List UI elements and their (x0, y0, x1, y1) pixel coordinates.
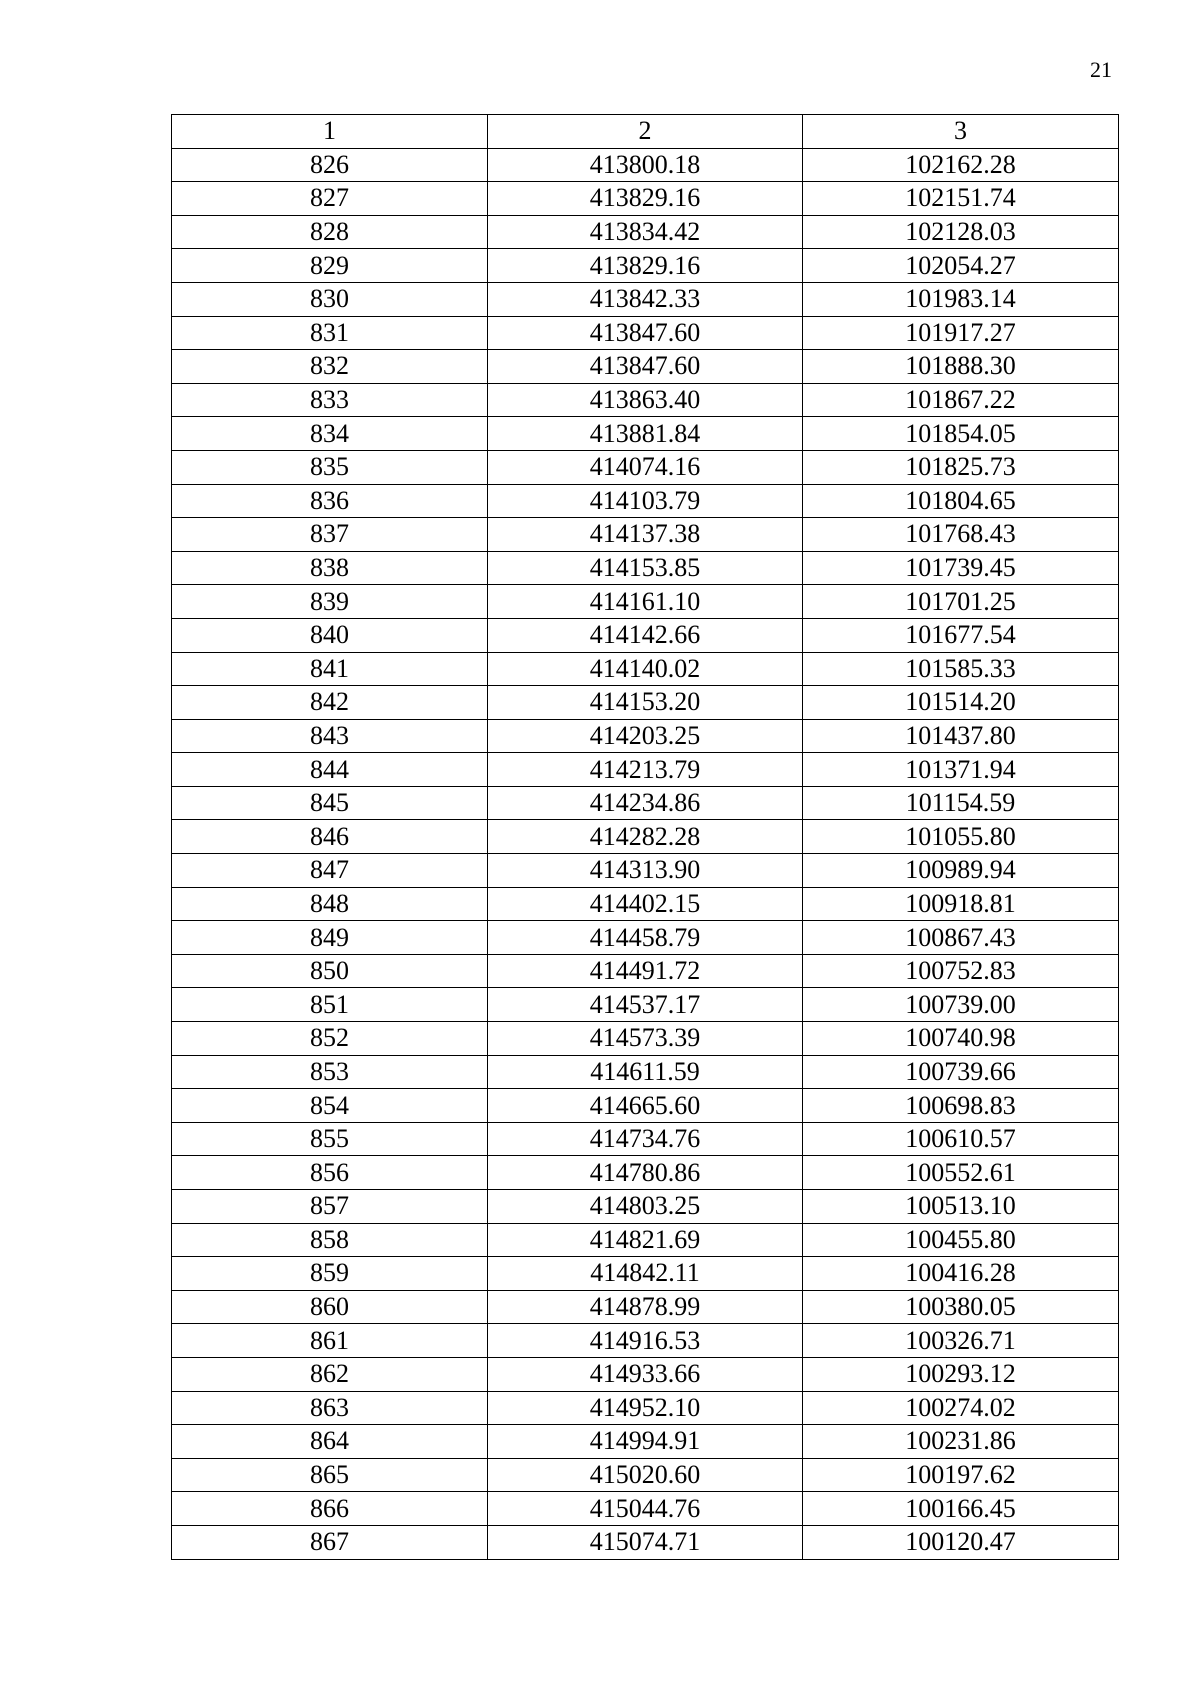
coordinate-x-cell: 413881.84 (488, 417, 803, 451)
table-row (172, 719, 1119, 753)
table-row (172, 1257, 1119, 1291)
coordinate-y-cell: 100416.28 (803, 1257, 1119, 1291)
coordinate-x-cell: 414458.79 (488, 921, 803, 955)
table-row (172, 1190, 1119, 1224)
coordinate-x-cell: 414780.86 (488, 1156, 803, 1190)
coordinate-x-cell: 414821.69 (488, 1223, 803, 1257)
point-number-cell: 839 (172, 585, 488, 619)
point-number-cell: 852 (172, 1022, 488, 1056)
point-number-cell: 843 (172, 719, 488, 753)
coordinate-y-cell: 101055.80 (803, 820, 1119, 854)
coordinate-x-cell: 414573.39 (488, 1022, 803, 1056)
point-number-cell: 826 (172, 148, 488, 182)
point-number-cell: 834 (172, 417, 488, 451)
coordinate-y-cell: 101677.54 (803, 618, 1119, 652)
coordinate-x-cell: 413834.42 (488, 215, 803, 249)
coordinate-x-cell: 415044.76 (488, 1492, 803, 1526)
table-row (172, 1055, 1119, 1089)
point-number-cell: 833 (172, 383, 488, 417)
coordinate-x-cell: 413842.33 (488, 282, 803, 316)
coordinate-y-cell: 101371.94 (803, 753, 1119, 787)
coordinate-x-cell: 414402.15 (488, 887, 803, 921)
coordinate-x-cell: 413847.60 (488, 350, 803, 384)
table-row (172, 954, 1119, 988)
point-number-cell: 836 (172, 484, 488, 518)
coordinate-y-cell: 101983.14 (803, 282, 1119, 316)
table-row (172, 1425, 1119, 1459)
coordinate-x-cell: 414161.10 (488, 585, 803, 619)
coordinate-x-cell: 413847.60 (488, 316, 803, 350)
coordinate-x-cell: 414491.72 (488, 954, 803, 988)
coordinate-y-cell: 101888.30 (803, 350, 1119, 384)
coordinate-x-cell: 414803.25 (488, 1190, 803, 1224)
coordinate-y-cell: 101514.20 (803, 686, 1119, 720)
table-row (172, 1122, 1119, 1156)
point-number-cell: 829 (172, 249, 488, 283)
coordinate-x-cell: 414878.99 (488, 1290, 803, 1324)
point-number-cell: 850 (172, 954, 488, 988)
coordinate-x-cell: 413829.16 (488, 249, 803, 283)
coordinate-y-cell: 100918.81 (803, 887, 1119, 921)
point-number-cell: 867 (172, 1525, 488, 1559)
table-row (172, 1290, 1119, 1324)
point-number-cell: 847 (172, 854, 488, 888)
page-number: 21 (1090, 57, 1112, 82)
point-number-cell: 857 (172, 1190, 488, 1224)
coordinate-y-cell: 101804.65 (803, 484, 1119, 518)
point-number-cell: 849 (172, 921, 488, 955)
coordinate-x-cell: 414734.76 (488, 1122, 803, 1156)
table-row (172, 282, 1119, 316)
coordinate-y-cell: 100274.02 (803, 1391, 1119, 1425)
point-number-cell: 863 (172, 1391, 488, 1425)
table-header-row (172, 115, 1119, 149)
coordinate-x-cell: 415020.60 (488, 1458, 803, 1492)
coordinate-y-cell: 102054.27 (803, 249, 1119, 283)
point-number-cell: 842 (172, 686, 488, 720)
coordinate-x-cell: 414916.53 (488, 1324, 803, 1358)
coordinate-y-cell: 100989.94 (803, 854, 1119, 888)
point-number-cell: 837 (172, 518, 488, 552)
table-row (172, 316, 1119, 350)
coordinate-x-cell: 414994.91 (488, 1425, 803, 1459)
coordinate-y-cell: 100513.10 (803, 1190, 1119, 1224)
coordinates-table (171, 114, 1119, 1560)
coordinate-x-cell: 413829.16 (488, 182, 803, 216)
coordinate-y-cell: 101867.22 (803, 383, 1119, 417)
point-number-cell: 845 (172, 786, 488, 820)
point-number-cell: 858 (172, 1223, 488, 1257)
table-row (172, 618, 1119, 652)
column-header-1: 1 (172, 115, 488, 149)
table-row (172, 417, 1119, 451)
table-row (172, 1089, 1119, 1123)
point-number-cell: 865 (172, 1458, 488, 1492)
table-row (172, 484, 1119, 518)
coordinate-x-cell: 414203.25 (488, 719, 803, 753)
point-number-cell: 846 (172, 820, 488, 854)
coordinate-y-cell: 102128.03 (803, 215, 1119, 249)
coordinate-y-cell: 101437.80 (803, 719, 1119, 753)
table-row (172, 350, 1119, 384)
table-row (172, 1324, 1119, 1358)
point-number-cell: 864 (172, 1425, 488, 1459)
point-number-cell: 851 (172, 988, 488, 1022)
coordinate-y-cell: 102162.28 (803, 148, 1119, 182)
table-body (172, 148, 1119, 1559)
point-number-cell: 828 (172, 215, 488, 249)
table-row (172, 1492, 1119, 1526)
coordinate-x-cell: 414665.60 (488, 1089, 803, 1123)
coordinate-y-cell: 100166.45 (803, 1492, 1119, 1526)
table-row (172, 182, 1119, 216)
table-row (172, 551, 1119, 585)
table-row (172, 786, 1119, 820)
coordinate-x-cell: 414611.59 (488, 1055, 803, 1089)
coordinate-x-cell: 414282.28 (488, 820, 803, 854)
table-row (172, 249, 1119, 283)
table-row (172, 1458, 1119, 1492)
point-number-cell: 856 (172, 1156, 488, 1190)
coordinate-y-cell: 101854.05 (803, 417, 1119, 451)
coordinate-x-cell: 414153.20 (488, 686, 803, 720)
coordinate-y-cell: 100867.43 (803, 921, 1119, 955)
coordinate-x-cell: 413863.40 (488, 383, 803, 417)
point-number-cell: 855 (172, 1122, 488, 1156)
table-row (172, 686, 1119, 720)
coordinate-x-cell: 414234.86 (488, 786, 803, 820)
table-row (172, 518, 1119, 552)
coordinate-x-cell: 415074.71 (488, 1525, 803, 1559)
point-number-cell: 859 (172, 1257, 488, 1291)
coordinate-x-cell: 414140.02 (488, 652, 803, 686)
coordinate-x-cell: 414153.85 (488, 551, 803, 585)
point-number-cell: 860 (172, 1290, 488, 1324)
coordinate-y-cell: 100739.00 (803, 988, 1119, 1022)
coordinate-y-cell: 100293.12 (803, 1357, 1119, 1391)
coordinate-y-cell: 100552.61 (803, 1156, 1119, 1190)
table-row (172, 1357, 1119, 1391)
table-row (172, 148, 1119, 182)
coordinate-x-cell: 414137.38 (488, 518, 803, 552)
coordinate-y-cell: 100231.86 (803, 1425, 1119, 1459)
coordinate-y-cell: 101768.43 (803, 518, 1119, 552)
coordinate-y-cell: 102151.74 (803, 182, 1119, 216)
coordinate-x-cell: 414537.17 (488, 988, 803, 1022)
coordinate-x-cell: 414313.90 (488, 854, 803, 888)
coordinate-y-cell: 101701.25 (803, 585, 1119, 619)
point-number-cell: 841 (172, 652, 488, 686)
coordinate-y-cell: 100380.05 (803, 1290, 1119, 1324)
column-header-3: 3 (803, 115, 1119, 149)
coordinate-y-cell: 100197.62 (803, 1458, 1119, 1492)
point-number-cell: 866 (172, 1492, 488, 1526)
table-row (172, 988, 1119, 1022)
coordinate-x-cell: 413800.18 (488, 148, 803, 182)
coordinate-y-cell: 101825.73 (803, 450, 1119, 484)
point-number-cell: 844 (172, 753, 488, 787)
coordinate-x-cell: 414842.11 (488, 1257, 803, 1291)
coordinate-y-cell: 100740.98 (803, 1022, 1119, 1056)
point-number-cell: 832 (172, 350, 488, 384)
table-row (172, 383, 1119, 417)
coordinate-x-cell: 414074.16 (488, 450, 803, 484)
point-number-cell: 862 (172, 1357, 488, 1391)
table-row (172, 1156, 1119, 1190)
coordinate-y-cell: 100739.66 (803, 1055, 1119, 1089)
table-row (172, 854, 1119, 888)
coordinate-y-cell: 101917.27 (803, 316, 1119, 350)
table-row (172, 215, 1119, 249)
point-number-cell: 831 (172, 316, 488, 350)
coordinate-x-cell: 414933.66 (488, 1357, 803, 1391)
coordinate-y-cell: 100326.71 (803, 1324, 1119, 1358)
column-header-2: 2 (488, 115, 803, 149)
table-row (172, 887, 1119, 921)
point-number-cell: 835 (172, 450, 488, 484)
table-row (172, 820, 1119, 854)
coordinate-x-cell: 414213.79 (488, 753, 803, 787)
table-row (172, 1391, 1119, 1425)
coordinate-y-cell: 100698.83 (803, 1089, 1119, 1123)
coordinate-y-cell: 100455.80 (803, 1223, 1119, 1257)
coordinate-y-cell: 101585.33 (803, 652, 1119, 686)
coordinate-x-cell: 414952.10 (488, 1391, 803, 1425)
coordinate-y-cell: 100120.47 (803, 1525, 1119, 1559)
coordinate-y-cell: 101154.59 (803, 786, 1119, 820)
coordinate-x-cell: 414142.66 (488, 618, 803, 652)
table-row (172, 753, 1119, 787)
table-row (172, 1223, 1119, 1257)
point-number-cell: 854 (172, 1089, 488, 1123)
point-number-cell: 830 (172, 282, 488, 316)
point-number-cell: 840 (172, 618, 488, 652)
coordinate-y-cell: 100610.57 (803, 1122, 1119, 1156)
coordinate-x-cell: 414103.79 (488, 484, 803, 518)
coordinate-y-cell: 101739.45 (803, 551, 1119, 585)
table-row (172, 450, 1119, 484)
table-row (172, 585, 1119, 619)
point-number-cell: 838 (172, 551, 488, 585)
point-number-cell: 848 (172, 887, 488, 921)
table-row (172, 1525, 1119, 1559)
table-row (172, 921, 1119, 955)
point-number-cell: 827 (172, 182, 488, 216)
point-number-cell: 861 (172, 1324, 488, 1358)
table-row (172, 1022, 1119, 1056)
coordinate-y-cell: 100752.83 (803, 954, 1119, 988)
table-row (172, 652, 1119, 686)
point-number-cell: 853 (172, 1055, 488, 1089)
